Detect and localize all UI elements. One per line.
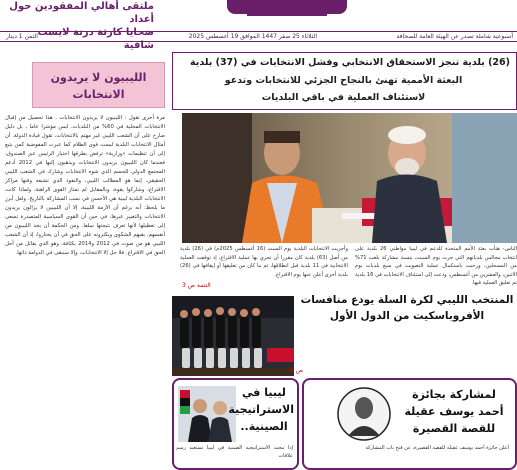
libya-china-text: إذا تبحث الاستراتيجية الصينية في ليبيا تستعيد رسم علاقات [176,445,293,459]
opinion-title-box[interactable] [32,62,165,108]
main-caption-left: وأجريت الانتخابات البلدية يوم السبت (16 أغسطس 2025م) في (26) بلدية من أصل (63) بلدية كان مقررا أن تجري بها عملية الاقتراع، إذ توقفت العملية الانتخابية في 11 بلدية قبل انطلاقها، ثم ما كان من تعليقها أو إيقافها في (26) بلدية أخرى أعلن عنها يوم الاقتراع. [180,246,349,278]
opinion-column [5,58,165,470]
award-text: أعلن جائزة أحمد يوسف عقيلة للقصة القصيرة، عن فتح باب المشاركة [365,445,509,451]
main-caption-right: الناس- هنأت بعثة الأمم المتحدة للدعم في ليبيا مواطني 26 بلدية على انتخاب مجالس بلدياتهم التي جرت يوم السبت، بنسبة مشاركة بلغت 71% من المسجلين، ورحبت باستكمال عملية التصويت في سبع بلديات يوم الاثنين، والعشرين من أغسطس، ودعت إلى استئناف الانتخابات في 16 بلدية تم تعليق العملية فيها. [355,246,517,286]
logo-decoration [247,10,327,16]
main-subheadline-1: البعثة الأممية تهنئ بالنجاح الجزئي للانتخابات وتدعو [224,75,463,86]
election-photo [182,113,517,243]
opinion-body: مرة أخرى تقول : الليبيون لا يريدون الانتخابات ، هذا تحصيل من إقبال الانتخابات المحلية في 60% من البلديات، ليس مؤشرا عاما ، بل دليل صارخ على أن الشعب الليبي غير مهتم بالانتخابات، تقول قيادة الدولة. أن أمثال الانتخابات البلدية ليست قوى الظلام كما عبرت المفوضية كمن يتبع إلى أن تنظيمات «وزارية» ترفض بطرقها اختيار الرئيس عبر الصندوق، فعندما كان الليبيون يريدون الانتخابات ويذهبون إليها في 2012 أدعم المجتمع الدولي للجسم الذي شوه الانتخابات وشارك في الشعب الليبي الحقيقي. إنما هو المطالب الليبي، والنفوذ الذي تشبعه وقتها مراكز الاقتراع، وشاركوا يقوة، وبالمقابل لم تمتاز القوى الراهنة، ولماذا كانت الانتخابات البلدية ليبية هي الأحسن في نسب المشاركة بالتاريخ. ولعل أبرز ما يلحظ: أنه برغم أن الأزمة الليبية، إلا أن الليبيين لا يزالون يريدون الانتخابات والتغيير عبرها، في حين أن القوى السياسية المتصدرة تسعى إلى تعطيلها لأنها تعرف نتيجتها سلفا. ومن الحكمة أن يجد الليبيون من أنفسهم، يقيهم الشكوى ويكثرونه على الحق في أن يختاروا، إذ أن الشعب الليبي هو من صوت في 2012 و2014 بكثافة، وهو الذي يقاتل من أجل الحق في الاقتراع. فلا حل إلا الانتخابات، وإلا سنبقى في الدوامة ذاتها. [5,115,166,256]
libya-china-title: ليبيا في الاستراتيجية الصينية.. [228,386,294,433]
libya-china-box[interactable] [172,378,299,470]
basketball-team-illustration [172,296,294,376]
election-photo-illustration [182,113,517,243]
award-title: لمشاركة بجائزة أحمد يوسف عقيلة للقصة القصيرة [404,388,504,435]
sports-headline[interactable]: المنتخب الليبي لكرة السلة يودع منافسات الأفروباسكيت من الدول الأول [300,294,514,322]
leaders-photo [178,386,236,442]
main-headline: (26) بلدية تنجز الاستحقاق الانتخابي وفشل الانتخابات في (37) بلدية [190,57,510,68]
basketball-team-photo [172,296,294,376]
price-label: الثمن 1 دينار [6,33,38,40]
main-page-ref[interactable]: التتمة ص 3 [182,282,211,289]
award-box[interactable] [302,378,517,470]
opinion-title: الليبيون لا يريدون الانتخابات [50,71,147,101]
dateline: الثلاثاء 25 صفر 1447 الموافق 19 أغسطس 2025 [188,33,317,40]
sports-page-ref[interactable]: ص 8 [290,367,303,374]
weekly-label: أسبوعية شاملة تصدر عن الهيئة العامة للصحافة [396,33,513,40]
main-subheadline-2: لاستئناف العملية في باقي البلديات [261,92,426,103]
masthead-headline[interactable]: ملتقى أهالي المفقودين حول أعداد ضحايا كارثة درنة لايست شافية [9,1,154,51]
author-portrait [334,386,394,442]
date-strip [0,31,517,42]
main-headline-box[interactable] [172,52,517,110]
